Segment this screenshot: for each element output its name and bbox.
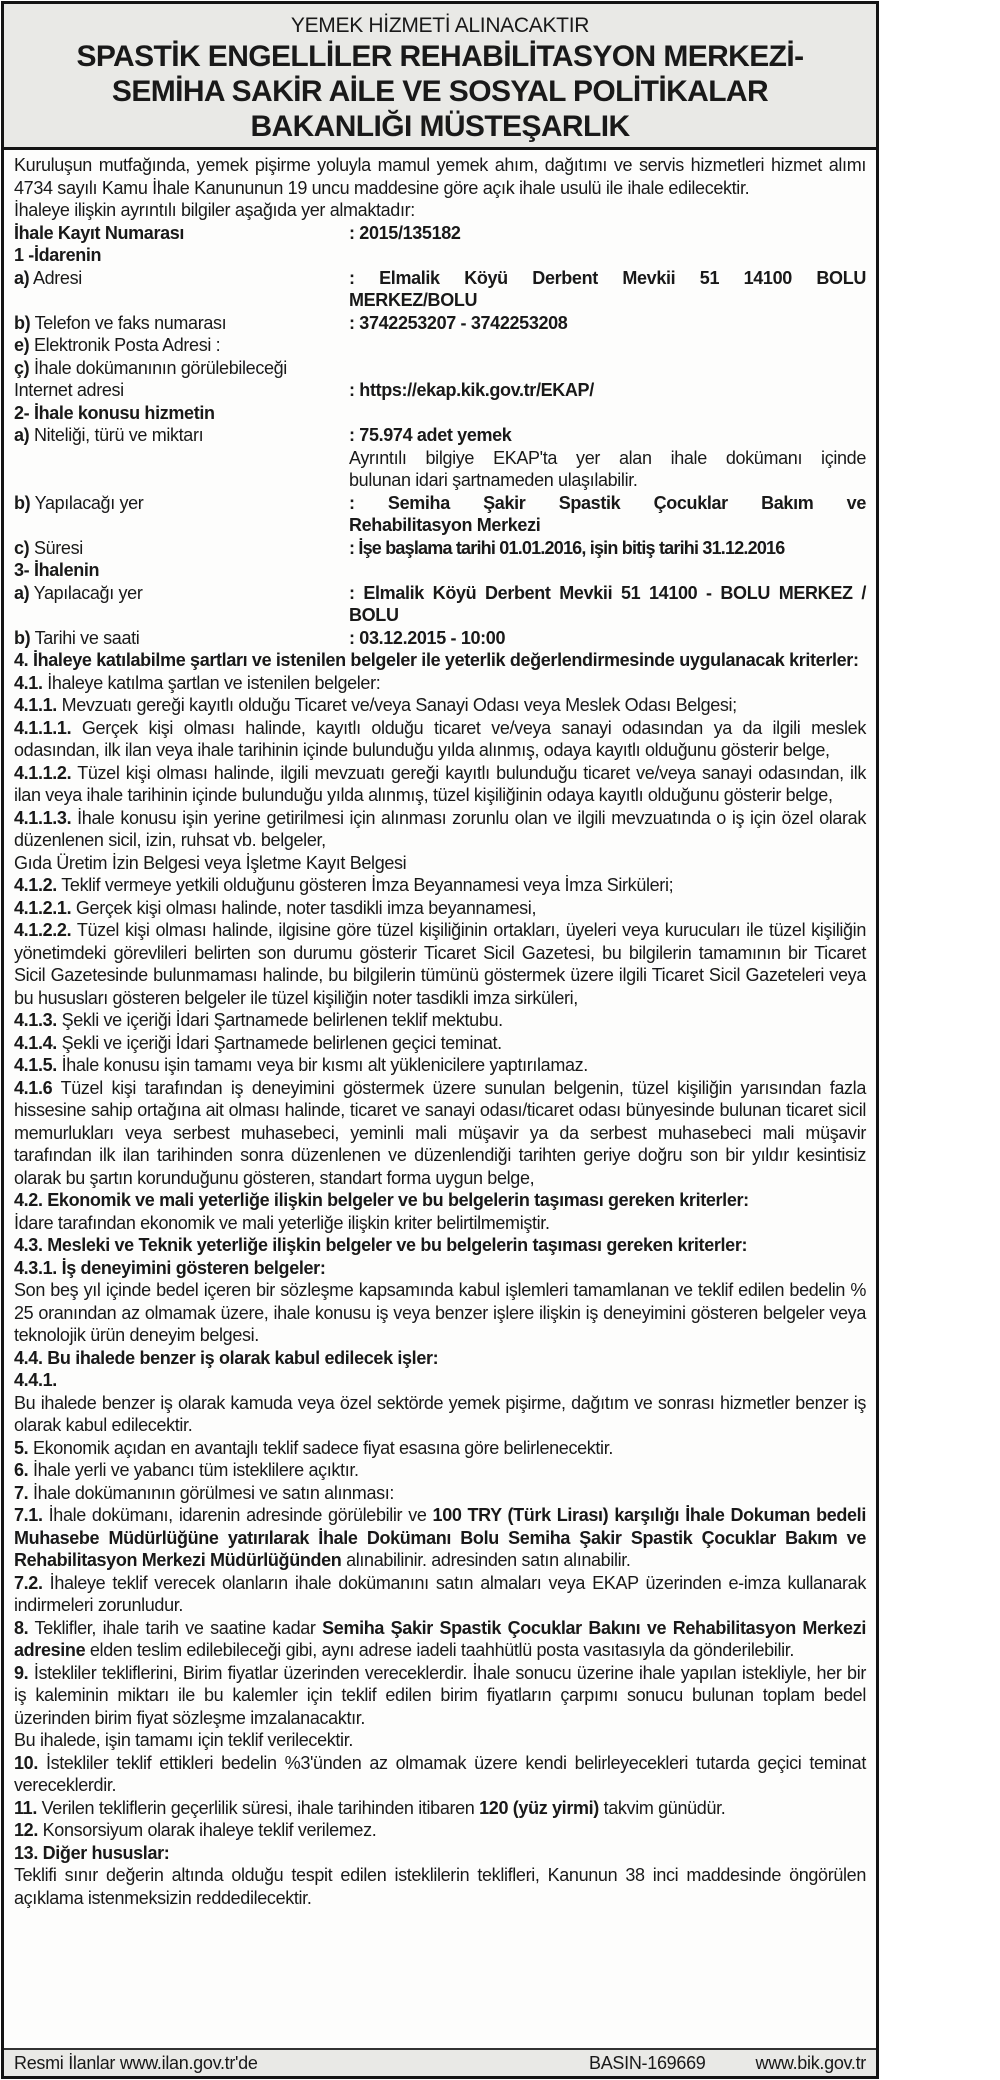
kv-label bbox=[14, 267, 349, 290]
kv-value bbox=[349, 424, 866, 492]
text-segment: Elektronik Posta Adresi : bbox=[29, 335, 221, 355]
tender-notice-document bbox=[1, 1, 879, 2079]
paragraph bbox=[14, 1257, 866, 1280]
kv-value bbox=[349, 537, 866, 560]
kv-value bbox=[349, 492, 866, 537]
org-title-line-3: BAKANLIĞI MÜSTEŞARLIK bbox=[250, 110, 630, 143]
kv-row bbox=[14, 424, 866, 492]
kv-label bbox=[14, 537, 349, 560]
kv-value-line bbox=[349, 604, 866, 627]
kv-label bbox=[14, 312, 349, 335]
text-segment: a) bbox=[14, 267, 30, 288]
paragraph bbox=[14, 1032, 866, 1055]
text-segment: 9. bbox=[14, 1662, 29, 1683]
title-block bbox=[4, 4, 876, 150]
text-segment: Bu ihalede benzer iş olarak kamuda veya özel sektörde yemek pişirme, dağıtım ve sonrası hizmetler benzer iş olarak kabul edilecektir. bbox=[14, 1392, 866, 1435]
text-segment: Konsorsiyum olarak ihaleye teklif verilemez. bbox=[37, 1820, 377, 1840]
kv-row bbox=[14, 627, 866, 650]
text-segment: Mevzuatı gereği kayıtlı olduğu Ticaret ve/veya Sanayi Odası veya Meslek Odası Belgesi; bbox=[56, 695, 737, 715]
paragraph bbox=[14, 897, 866, 920]
text-segment: Telefon ve faks numarası bbox=[30, 312, 227, 333]
kv-value-line bbox=[349, 469, 866, 492]
text-segment: Şekli ve içeriği İdari Şartnamede belirlenen teklif mektubu. bbox=[56, 1010, 503, 1030]
text-segment: : İşe başlama tarihi 01.01.2016, işin bitiş tarihi 31.12.2016 bbox=[349, 537, 785, 558]
text-segment: 1 -İdarenin bbox=[14, 245, 102, 265]
text-segment: Niteliği, türü ve miktarı bbox=[29, 425, 204, 445]
text-segment: 4.2. Ekonomik ve mali yeterliğe ilişkin belgeler ve bu belgelerin taşıması gereken kriterler: bbox=[14, 1190, 749, 1210]
text-segment: 4.1.2. bbox=[14, 875, 57, 895]
org-title-line-2: SEMİHA SAKİR AİLE VE SOSYAL POLİTİKALAR bbox=[111, 75, 769, 108]
text-segment: 3- İhalenin bbox=[14, 560, 100, 580]
text-segment: 4.1.1.1. bbox=[14, 717, 72, 738]
paragraph bbox=[14, 672, 866, 695]
text-segment: alınabilinir. adresinden satın alınabilir. bbox=[341, 1550, 631, 1570]
kv-value bbox=[349, 312, 866, 335]
kv-value-line bbox=[349, 492, 866, 515]
kv-value-line bbox=[349, 514, 866, 537]
kv-value bbox=[349, 222, 866, 245]
text-segment: : 75.974 adet yemek bbox=[349, 425, 512, 445]
text-segment: Ayrıntılı bilgiye EKAP'ta yer alan ihale dokümanı içinde bbox=[349, 447, 866, 468]
footer-basin-code: BASIN-169669 bbox=[589, 2052, 706, 2073]
text-segment: İhale konusu işin tamamı veya bir kısmı alt yüklenicilere yaptırılamaz. bbox=[56, 1055, 588, 1075]
text-segment: İstekliler tekliflerini, Birim fiyatlar üzerinden vereceklerdir. İhale sonucu üzerine ihale yapılan istekliyle, her bir iş kaleminin miktarı ile bu kalemler için teklif edilen birim fiyatların çarpımı sonucu bulunan toplam bedel üzerinden birim fiyat sözleşme imzalanacaktır. bbox=[14, 1662, 866, 1728]
text-segment: 4.3.1. İş deneyimini gösteren belgeler: bbox=[14, 1257, 326, 1278]
text-segment: 4.1.5. bbox=[14, 1055, 57, 1075]
text-segment: b) bbox=[14, 312, 31, 333]
text-segment: Tarihi ve saati bbox=[30, 627, 140, 648]
kv-label bbox=[14, 582, 349, 605]
paragraph bbox=[14, 852, 866, 875]
paragraph bbox=[14, 1459, 866, 1482]
text-segment: 4.1.4. bbox=[14, 1032, 57, 1053]
kv-label bbox=[14, 379, 349, 402]
paragraph bbox=[14, 694, 866, 717]
text-segment: e) bbox=[14, 335, 30, 355]
document-body bbox=[4, 150, 876, 2048]
text-segment: 7.2. bbox=[14, 1572, 43, 1593]
text-segment: Rehabilitasyon Merkezi bbox=[349, 515, 541, 535]
text-segment: ç) bbox=[14, 357, 30, 378]
paragraph bbox=[14, 1054, 866, 1077]
text-segment: Teklif vermeye yetkili olduğunu gösteren İmza Beyannamesi veya İmza Sirküleri; bbox=[56, 875, 674, 895]
paragraph bbox=[14, 154, 866, 199]
text-segment: Yapılacağı yer bbox=[29, 582, 143, 603]
text-segment: c) bbox=[14, 537, 30, 558]
paragraph bbox=[14, 1729, 866, 1752]
kv-label bbox=[14, 627, 349, 650]
notice-type-title: YEMEK HİZMETİ ALINACAKTIR bbox=[290, 14, 590, 37]
kv-value bbox=[349, 582, 866, 627]
paragraph bbox=[14, 402, 866, 425]
paragraph bbox=[14, 807, 866, 852]
paragraph bbox=[14, 199, 866, 222]
footer-official-ads-text: Resmi İlanlar www.ilan.gov.tr'de bbox=[14, 2052, 258, 2073]
text-segment: 10. bbox=[14, 1752, 38, 1773]
kv-label bbox=[14, 424, 349, 447]
kv-row bbox=[14, 582, 866, 627]
text-segment: 4.1.1.2. bbox=[14, 762, 72, 783]
text-segment: 4.1.6 bbox=[14, 1077, 53, 1098]
paragraph bbox=[14, 1662, 866, 1730]
kv-value-line bbox=[349, 267, 866, 290]
text-segment: 4.1. bbox=[14, 672, 43, 693]
kv-row bbox=[14, 379, 866, 402]
kv-label bbox=[14, 492, 349, 515]
kv-row bbox=[14, 492, 866, 537]
text-segment: İhale konusu işin yerine getirilmesi için alınması zorunlu olan ve ilgili mevzuatında o iş için özel olarak düzenlenen sicil, izin, ruhsat vb. belgeler, bbox=[14, 807, 866, 850]
text-segment: 4.1.1. bbox=[14, 695, 57, 715]
kv-value bbox=[349, 267, 866, 312]
text-segment: 100 TRY (Türk Lirası) karşılığı İhale Dokuman bedeli Muhasebe Müdürlüğüne yatırılarak İhale Dokümanı Bolu Semiha Şakir Spastik Çocuklar Bakım ve Rehabilitasyon Merkezi Müdürlüğünden bbox=[14, 1505, 866, 1570]
kv-value-line bbox=[349, 447, 866, 470]
paragraph bbox=[14, 874, 866, 897]
text-segment: 7. bbox=[14, 1482, 29, 1503]
text-segment: İhale dokümanının görülebileceği bbox=[29, 357, 287, 378]
paragraph bbox=[14, 244, 866, 267]
paragraph bbox=[14, 1279, 866, 1347]
text-segment: Şekli ve içeriği İdari Şartnamede belirlenen geçici teminat. bbox=[56, 1032, 502, 1053]
paragraph bbox=[14, 559, 866, 582]
text-segment: 6. bbox=[14, 1460, 29, 1480]
kv-value bbox=[349, 627, 866, 650]
text-segment: 12. bbox=[14, 1820, 38, 1840]
paragraph bbox=[14, 1437, 866, 1460]
text-segment: b) bbox=[14, 627, 31, 648]
text-segment: İhaleye teklif verecek olanların ihale dokümanını satın almaları veya EKAP üzerinden e-imza kullanarak indirmeleri zorunludur. bbox=[14, 1572, 866, 1615]
kv-row bbox=[14, 267, 866, 312]
paragraph bbox=[14, 1189, 866, 1212]
paragraph bbox=[14, 1369, 866, 1392]
kv-value bbox=[349, 379, 866, 402]
paragraph bbox=[14, 919, 866, 1009]
paragraph bbox=[14, 1572, 866, 1617]
text-segment: İstekliler teklif ettikleri bedelin %3'ünden az olmamak üzere kendi belirleyecekleri tutarda geçici teminat vereceklerdir. bbox=[14, 1752, 866, 1795]
paragraph bbox=[14, 1234, 866, 1257]
text-segment: 4.1.3. bbox=[14, 1010, 57, 1030]
text-segment: Gerçek kişi olması halinde, noter tasdikli imza beyannamesi, bbox=[71, 897, 537, 918]
text-segment: Adresi bbox=[29, 267, 82, 288]
text-segment: : Semiha Şakir Spastik Çocuklar Bakım ve bbox=[349, 492, 866, 513]
text-segment: Yapılacağı yer bbox=[30, 492, 144, 513]
text-segment: b) bbox=[14, 492, 31, 513]
text-segment: 7.1. bbox=[14, 1505, 43, 1525]
text-segment: İhaleye ilişkin ayrıntılı bilgiler aşağıda yer almaktadır: bbox=[14, 200, 415, 220]
paragraph bbox=[14, 1077, 866, 1190]
text-segment: : 2015/135182 bbox=[349, 222, 461, 243]
kv-value-line bbox=[349, 222, 866, 245]
text-segment: : 03.12.2015 - 10:00 bbox=[349, 627, 506, 648]
text-segment: 4.4. Bu ihalede benzer iş olarak kabul edilecek işler: bbox=[14, 1347, 439, 1368]
text-segment: : Elmalik Köyü Derbent Mevkii 51 14100 BOLU bbox=[349, 267, 866, 288]
text-segment: İhale Kayıt Numarası bbox=[14, 222, 185, 243]
kv-value-line bbox=[349, 289, 866, 312]
text-segment: Bu ihalede, işin tamamı için teklif verilecektir. bbox=[14, 1730, 353, 1750]
text-segment: 8. bbox=[14, 1617, 29, 1638]
kv-value-line bbox=[349, 379, 866, 402]
text-segment: 4. İhaleye katılabilme şartları ve istenilen belgeler ile yeterlik değerlendirmesinde uygulanacak kriterler: bbox=[14, 650, 859, 670]
paragraph bbox=[14, 1797, 866, 1820]
text-segment: Tüzel kişi olması halinde, ilgisine göre tüzel kişiliğinin ortakları, üyeleri veya kurucuları ile tüzel kişiliğin yönetimdeki görevlileri belirten son durumu gösterir Ticaret Sicil Gazetesi, bu bilgilerin tamamının bir Ticaret Sicil Gazetesinde bulunmaması halinde, bu bilgilerin tümünü göstermek üzere ilgili Ticaret Sicil Gazeteleri veya bu hususları gösteren belgeler ile tüzel kişiliğin noter tasdikli imza sirküleri, bbox=[14, 920, 866, 1008]
paragraph bbox=[14, 1009, 866, 1032]
kv-row bbox=[14, 537, 866, 560]
paragraph bbox=[14, 1752, 866, 1797]
kv-value-line bbox=[349, 312, 866, 335]
text-segment: Internet adresi bbox=[14, 380, 124, 400]
paragraph bbox=[14, 1504, 866, 1572]
text-segment: bulunan idari şartnameden ulaşılabilir. bbox=[349, 470, 638, 490]
text-segment: Teklifi sınır değerin altında olduğu tespit edilen isteklilerin teklifleri, Kanunun 38 inci maddesinde öngörülen açıklama istenmeksizin reddedilecektir. bbox=[14, 1865, 866, 1908]
text-segment: İhale dokümanının görülmesi ve satın alınması: bbox=[28, 1482, 395, 1503]
text-segment: Gerçek kişi olması halinde, kayıtlı olduğu ticaret ve/veya sanayi odasından ya da ilgili meslek odasından, ilk ilan veya ihale tarihinin içinde bulunduğu yılda alınmış, odaya kayıtlı olduğunu gösterir belge, bbox=[14, 717, 866, 760]
text-segment: İhale yerli ve yabancı tüm isteklilere açıktır. bbox=[28, 1460, 359, 1480]
kv-value-line bbox=[349, 627, 866, 650]
text-segment: a) bbox=[14, 425, 30, 445]
text-segment: 120 (yüz yirmi) bbox=[479, 1797, 599, 1818]
paragraph bbox=[14, 1842, 866, 1865]
text-segment: Teklifler, ihale tarih ve saatine kadar bbox=[28, 1617, 323, 1638]
paragraph bbox=[14, 1482, 866, 1505]
paragraph bbox=[14, 649, 866, 672]
text-segment: 4.1.2.2. bbox=[14, 920, 72, 940]
paragraph bbox=[14, 1392, 866, 1437]
text-segment: 4.1.2.1. bbox=[14, 897, 72, 918]
text-segment: Kuruluşun mutfağında, yemek pişirme yoluyla mamul yemek ahım, dağıtımı ve servis hizmetleri hizmet alımı 4734 sayılı Kamu İhale Kanununun 19 uncu maddesine göre açık ihale usulü ile ihale edilecektir. bbox=[14, 155, 866, 198]
kv-row bbox=[14, 222, 866, 245]
paragraph bbox=[14, 357, 866, 380]
paragraph bbox=[14, 1212, 866, 1235]
text-segment: Gıda Üretim İzin Belgesi veya İşletme Kayıt Belgesi bbox=[14, 852, 407, 873]
kv-row bbox=[14, 312, 866, 335]
text-segment: 2- İhale konusu hizmetin bbox=[14, 402, 215, 423]
text-segment: 4.3. Mesleki ve Teknik yeterliğe ilişkin belgeler ve bu belgelerin taşıması gereken kriterler: bbox=[14, 1235, 748, 1255]
text-segment: elden teslim edilebileceği gibi, aynı adrese iadeli taahhütlü posta vasıtasıyla da gönderilebilir. bbox=[85, 1640, 795, 1660]
kv-label bbox=[14, 222, 349, 245]
text-segment: 4.1.1.3. bbox=[14, 807, 72, 828]
text-segment: Tüzel kişi tarafından iş deneyimini göstermek üzere sunulan belgenin, tüzel kişiliğin yarısından fazla hissesine sahip ortağına ait olması halinde, ticaret ve sanayi odası/ticaret odası bünyesinde bulunan ticaret sicil memurlukları veya serbest muhasebeci, yeminli mali müşavir ya da serbest muhasebeci mali müşavir tarafından ilk ilan tarihinden sonra düzenlenen ve düzenlendiği tarihten geriye doğru son bir yıldır kesintisiz olarak bu şartın korunduğunu gösteren, standart forma uygun belge, bbox=[14, 1077, 866, 1188]
paragraph bbox=[14, 717, 866, 762]
text-segment: Tüzel kişi olması halinde, ilgili mevzuatı gereği kayıtlı bulunduğu ticaret ve/veya sanayi odasından, ilk ilan veya ihale tarihinin içinde bulunduğu yılda alınmış, tüzel kişiliğinin odaya kayıtlı olduğunu gösterir belge, bbox=[14, 762, 866, 805]
text-segment: Semiha Şakir Spastik Çocuklar Bakını ve Rehabilitasyon Merkezi adresine bbox=[14, 1617, 867, 1660]
text-segment: Ekonomik açıdan en avantajlı teklif sadece fiyat esasına göre belirlenecektir. bbox=[28, 1437, 614, 1458]
paragraph bbox=[14, 1864, 866, 1909]
text-segment: : 3742253207 - 3742253208 bbox=[349, 312, 568, 333]
text-segment: Verilen tekliflerin geçerlilik süresi, ihale tarihinden itibaren bbox=[36, 1797, 480, 1818]
text-segment: : https://ekap.kik.gov.tr/EKAP/ bbox=[349, 380, 594, 400]
org-title-line-1: SPASTİK ENGELLİLER REHABİLİTASYON MERKEZİ- bbox=[76, 40, 804, 73]
text-segment: takvim günüdür. bbox=[598, 1797, 726, 1818]
kv-value-line bbox=[349, 582, 866, 605]
text-segment: BOLU bbox=[349, 605, 399, 625]
text-segment: a) bbox=[14, 582, 30, 603]
text-segment: İdare tarafından ekonomik ve mali yeterliğe ilişkin kriter belirtilmemiştir. bbox=[14, 1212, 550, 1233]
paragraph bbox=[14, 1617, 866, 1662]
text-segment: 11. bbox=[14, 1797, 37, 1818]
text-segment: MERKEZ/BOLU bbox=[349, 290, 478, 310]
text-segment: Süresi bbox=[29, 537, 83, 558]
paragraph bbox=[14, 1347, 866, 1370]
footer-bik-url: www.bik.gov.tr bbox=[755, 2052, 866, 2073]
text-segment: : Elmalik Köyü Derbent Mevkii 51 14100 - BOLU MERKEZ / bbox=[349, 582, 866, 603]
text-segment: İhale dokümanı, idarenin adresinde görülebilir ve bbox=[42, 1505, 433, 1525]
text-segment: Son beş yıl içinde bedel içeren bir sözleşme kapsamında kabul işlemleri tamamlanan ve teklif edilen bedelin % 25 oranından az olmamak üzere, ihale konusu iş veya benzer işlere ilişkin iş deneyimini gösteren belgeler veya teknolojik ürün deneyim belgesi. bbox=[14, 1280, 866, 1345]
paragraph bbox=[14, 762, 866, 807]
text-segment: 13. Diğer hususlar: bbox=[14, 1842, 170, 1863]
paragraph bbox=[14, 334, 866, 357]
text-segment: İhaleye katılma şartlan ve istenilen belgeler: bbox=[42, 672, 381, 693]
kv-value-line bbox=[349, 424, 866, 447]
footer-bar bbox=[4, 2048, 876, 2076]
paragraph bbox=[14, 1819, 866, 1842]
text-segment: 4.4.1. bbox=[14, 1370, 57, 1390]
kv-value-line bbox=[349, 537, 866, 560]
text-segment: 5. bbox=[14, 1437, 29, 1458]
